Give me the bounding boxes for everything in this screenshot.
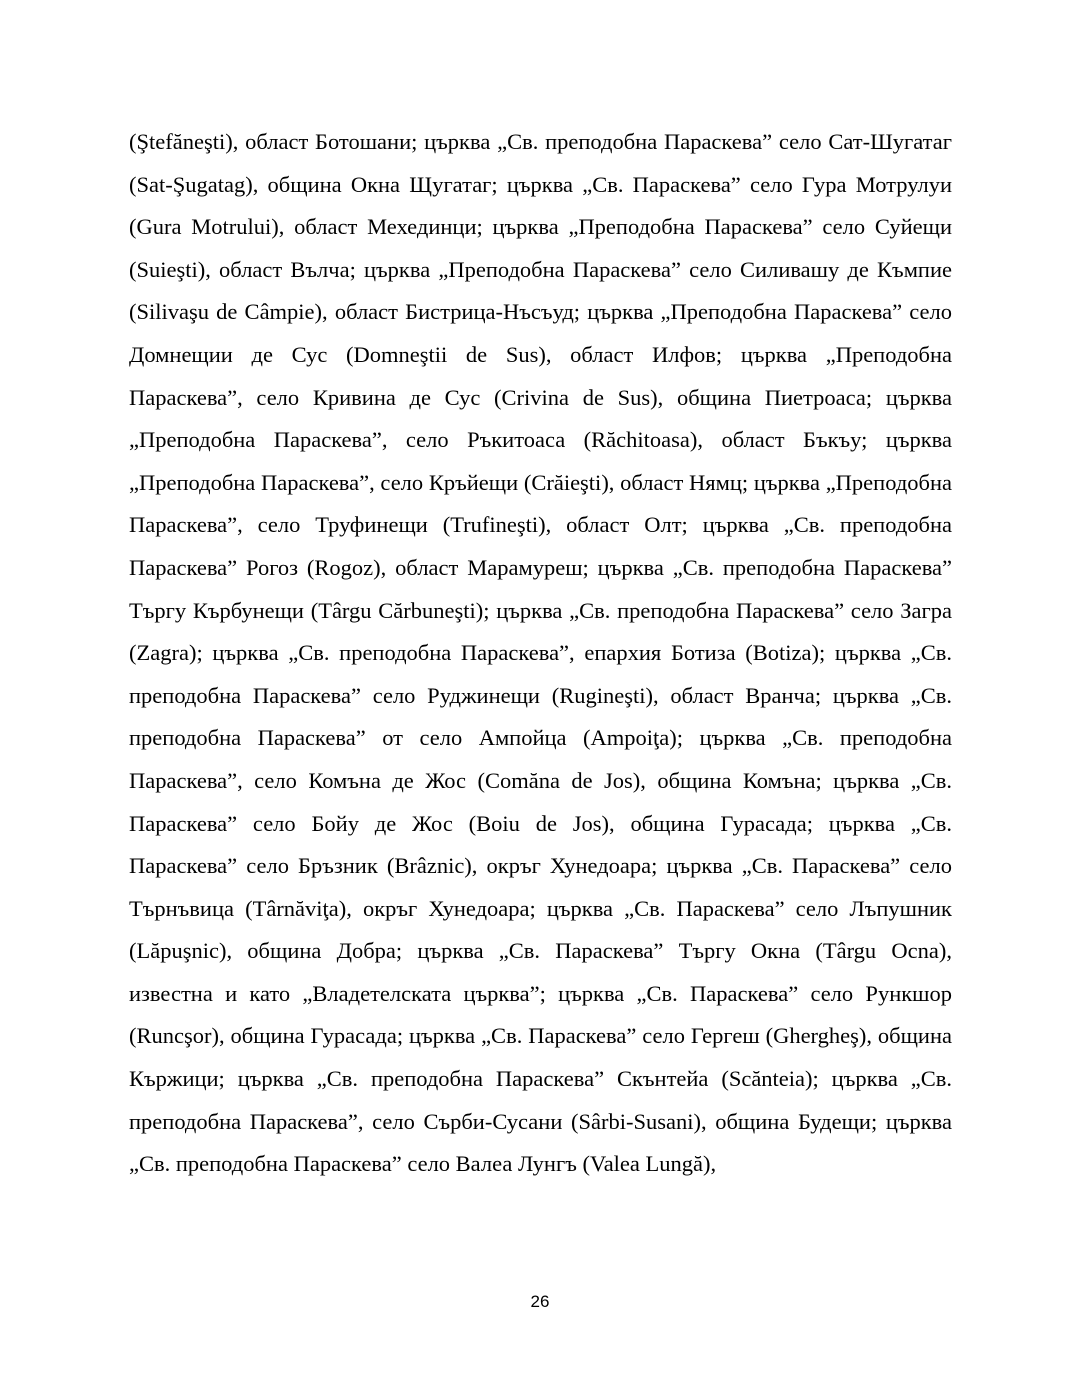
page-number: 26 <box>530 1292 550 1311</box>
body-paragraph: (Ştefăneşti), област Ботошани; църква „Св. преподобна Параскева” село Сат-Шугатаг (Sat-Şugatag), община Окна Щугатаг; църква „Св. Параскева” село Гура Мотрулуи (Gura Motrului), област Мехединци; църква „Преподобна Параскева” село Суйещи (Suieşti), област Вълча; църква „Преподобна Параскева” село Силивашу де Къмпие (Silivaşu de Câmpie), област Бистрица-Нъсъуд; църква „Преподобна Параскева” село Домнещии де Сус (Domneştii de Sus), област Илфов; църква „Преподобна Параскева”, село Кривина де Сус (Crivina de Sus), община Пиетроаса; църква „Преподобна Параскева”, село Ръкитоаса (Răchitoasa), област Бъкъу; църква „Преподобна Параскева”, село Кръйещи (Crăieşti), област Нямц; църква „Преподобна Параскева”, село Труфинещи (Trufineşti), област Олт; църква „Св. преподобна Параскева” Рогоз (Rogoz), област Марамуреш; църква „Св. преподобна Параскева” Търгу Кърбунещи (Târgu Cărbuneşti); църква „Св. преподобна Параскева” село Загра (Zagra); църква „Св. преподобна Параскева”, епархия Ботиза (Botiza); църква „Св. преподобна Параскева” село Руджинещи (Rugineşti), област Вранча; църква „Св. преподобна Параскева” от село Ампойца (Ampoiţa); църква „Св. преподобна Параскева”, село Комъна де Жос (Comăna de Jos), община Комъна; църква „Св. Параскева” село Бойу де Жос (Boiu de Jos), община Гурасада; църква „Св. Параскева” село Бръзник (Brâznic), окръг Хунедоара; църква „Св. Параскева” село Търнъвица (Târnăviţa), окръг Хунедоара; църква „Св. Параскева” село Лъпушник (Lăpuşnic), община Добра; църква „Св. Параскева” Търгу Окна (Târgu Ocna), известна и като „Владетелската църква”; църква „Св. Параскева” село Рункшор (Runcşor), община Гурасада; църква „Св. Параскева” село Гергеш (Ghergheş), община Кържици; църква „Св. преподобна Параскева” Скънтейа (Scănteia); църква „Св. преподобна Параскева”, село Сърби-Сусани (Sârbi-Susani), община Будещи; църква „Св. преподобна Параскева” село Валеа Лунгъ (Valea Lungă), <box>129 129 952 1177</box>
